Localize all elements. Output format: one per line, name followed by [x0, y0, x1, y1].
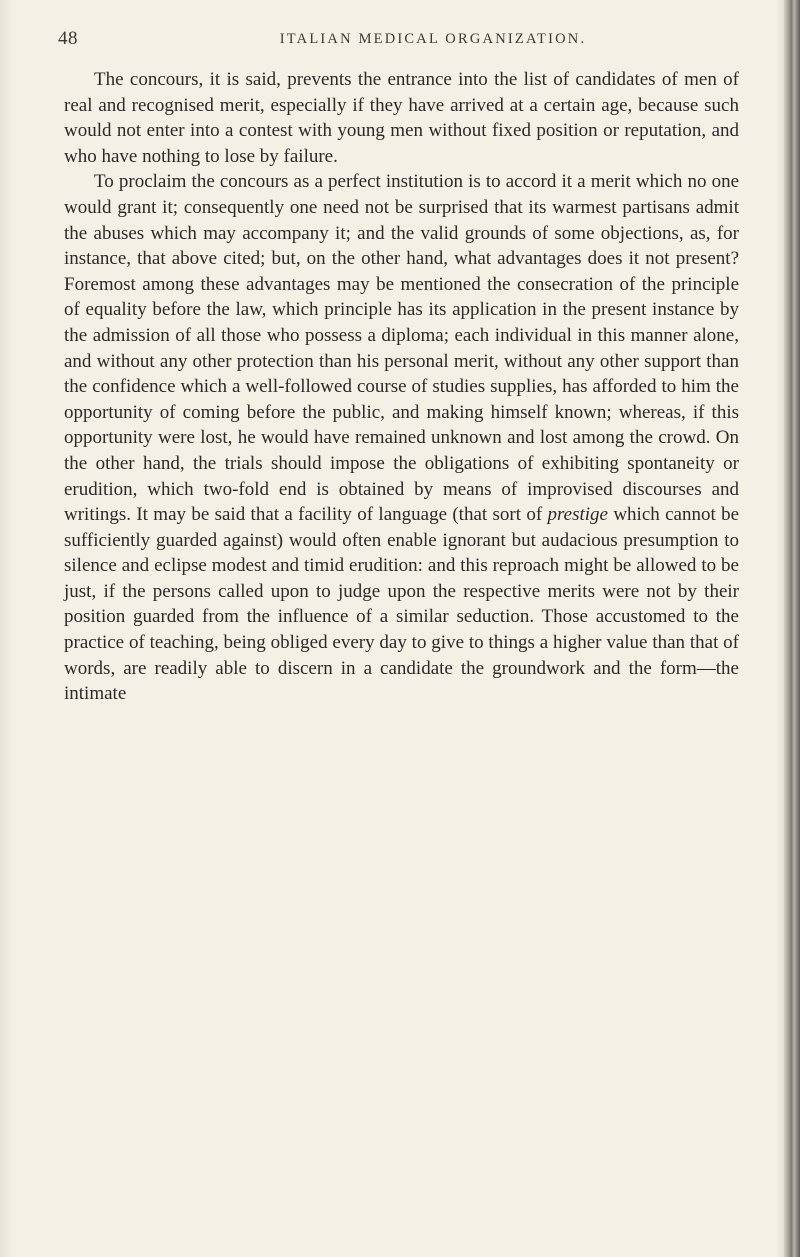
italic-term-prestige: prestige [547, 504, 608, 526]
paragraph-2-text-start: To proclaim the concours as a perfect institution is to accord it a merit which no one would grant it; consequently one need not be surprised that its warmest partisans admit the abuses which may accompany it; and the valid grounds of some objections, as, for instance, that above cited; but, on the other hand, what advantages does it not present? Foremost among these advantages may be mentioned the consecration of the principle of equality before the law, which principle has its application in the present instance by the admission of all those who possess a diploma; each individual in this manner alone, and without any other protection than his personal merit, without any other support than the confidence which a well-followed course of studies supplies, has afforded to him the opportunity of coming before the public, and making himself known; whereas, if this opportunity were lost, he would have remained unknown and lost among the crowd. On the other hand, the trials should impose the obligations of exhibiting spontaneity or erudition, which two-fold end is obtained by means of improvised discourses and writings. It may be said that a facility of language (that sort of [64, 171, 739, 526]
paragraph-1: The concours, it is said, prevents the entrance into the list of candidates of men of real and recognised merit, especially if they have arrived at a certain age, because such would not enter into a contest with young men without fixed position or reputation, and who have nothing to lose by failure. [64, 69, 739, 167]
paragraph-2-text-end: which cannot be sufficiently guarded against) would often enable ignorant but audacious presumption to silence and eclipse modest and timid erudition: and this reproach might be allowed to be just, if the persons called upon to judge upon the respective merits were not by their position guarded from the influence of a similar seduction. Those accustomed to the practice of teaching, being obliged every day to give to things a higher value than that of words, are readily able to discern in a candidate the groundwork and the form—the intimate [64, 504, 740, 705]
body-text [64, 67, 739, 707]
page-number: 48 [58, 28, 78, 49]
running-head: ITALIAN MEDICAL ORGANIZATION. [279, 31, 587, 47]
page-left-shadow [0, 0, 14, 1257]
paragraph-2 [64, 169, 739, 706]
page-header [58, 28, 738, 54]
book-spine-edge [784, 0, 800, 1257]
page-gutter-shadow [776, 0, 784, 1257]
